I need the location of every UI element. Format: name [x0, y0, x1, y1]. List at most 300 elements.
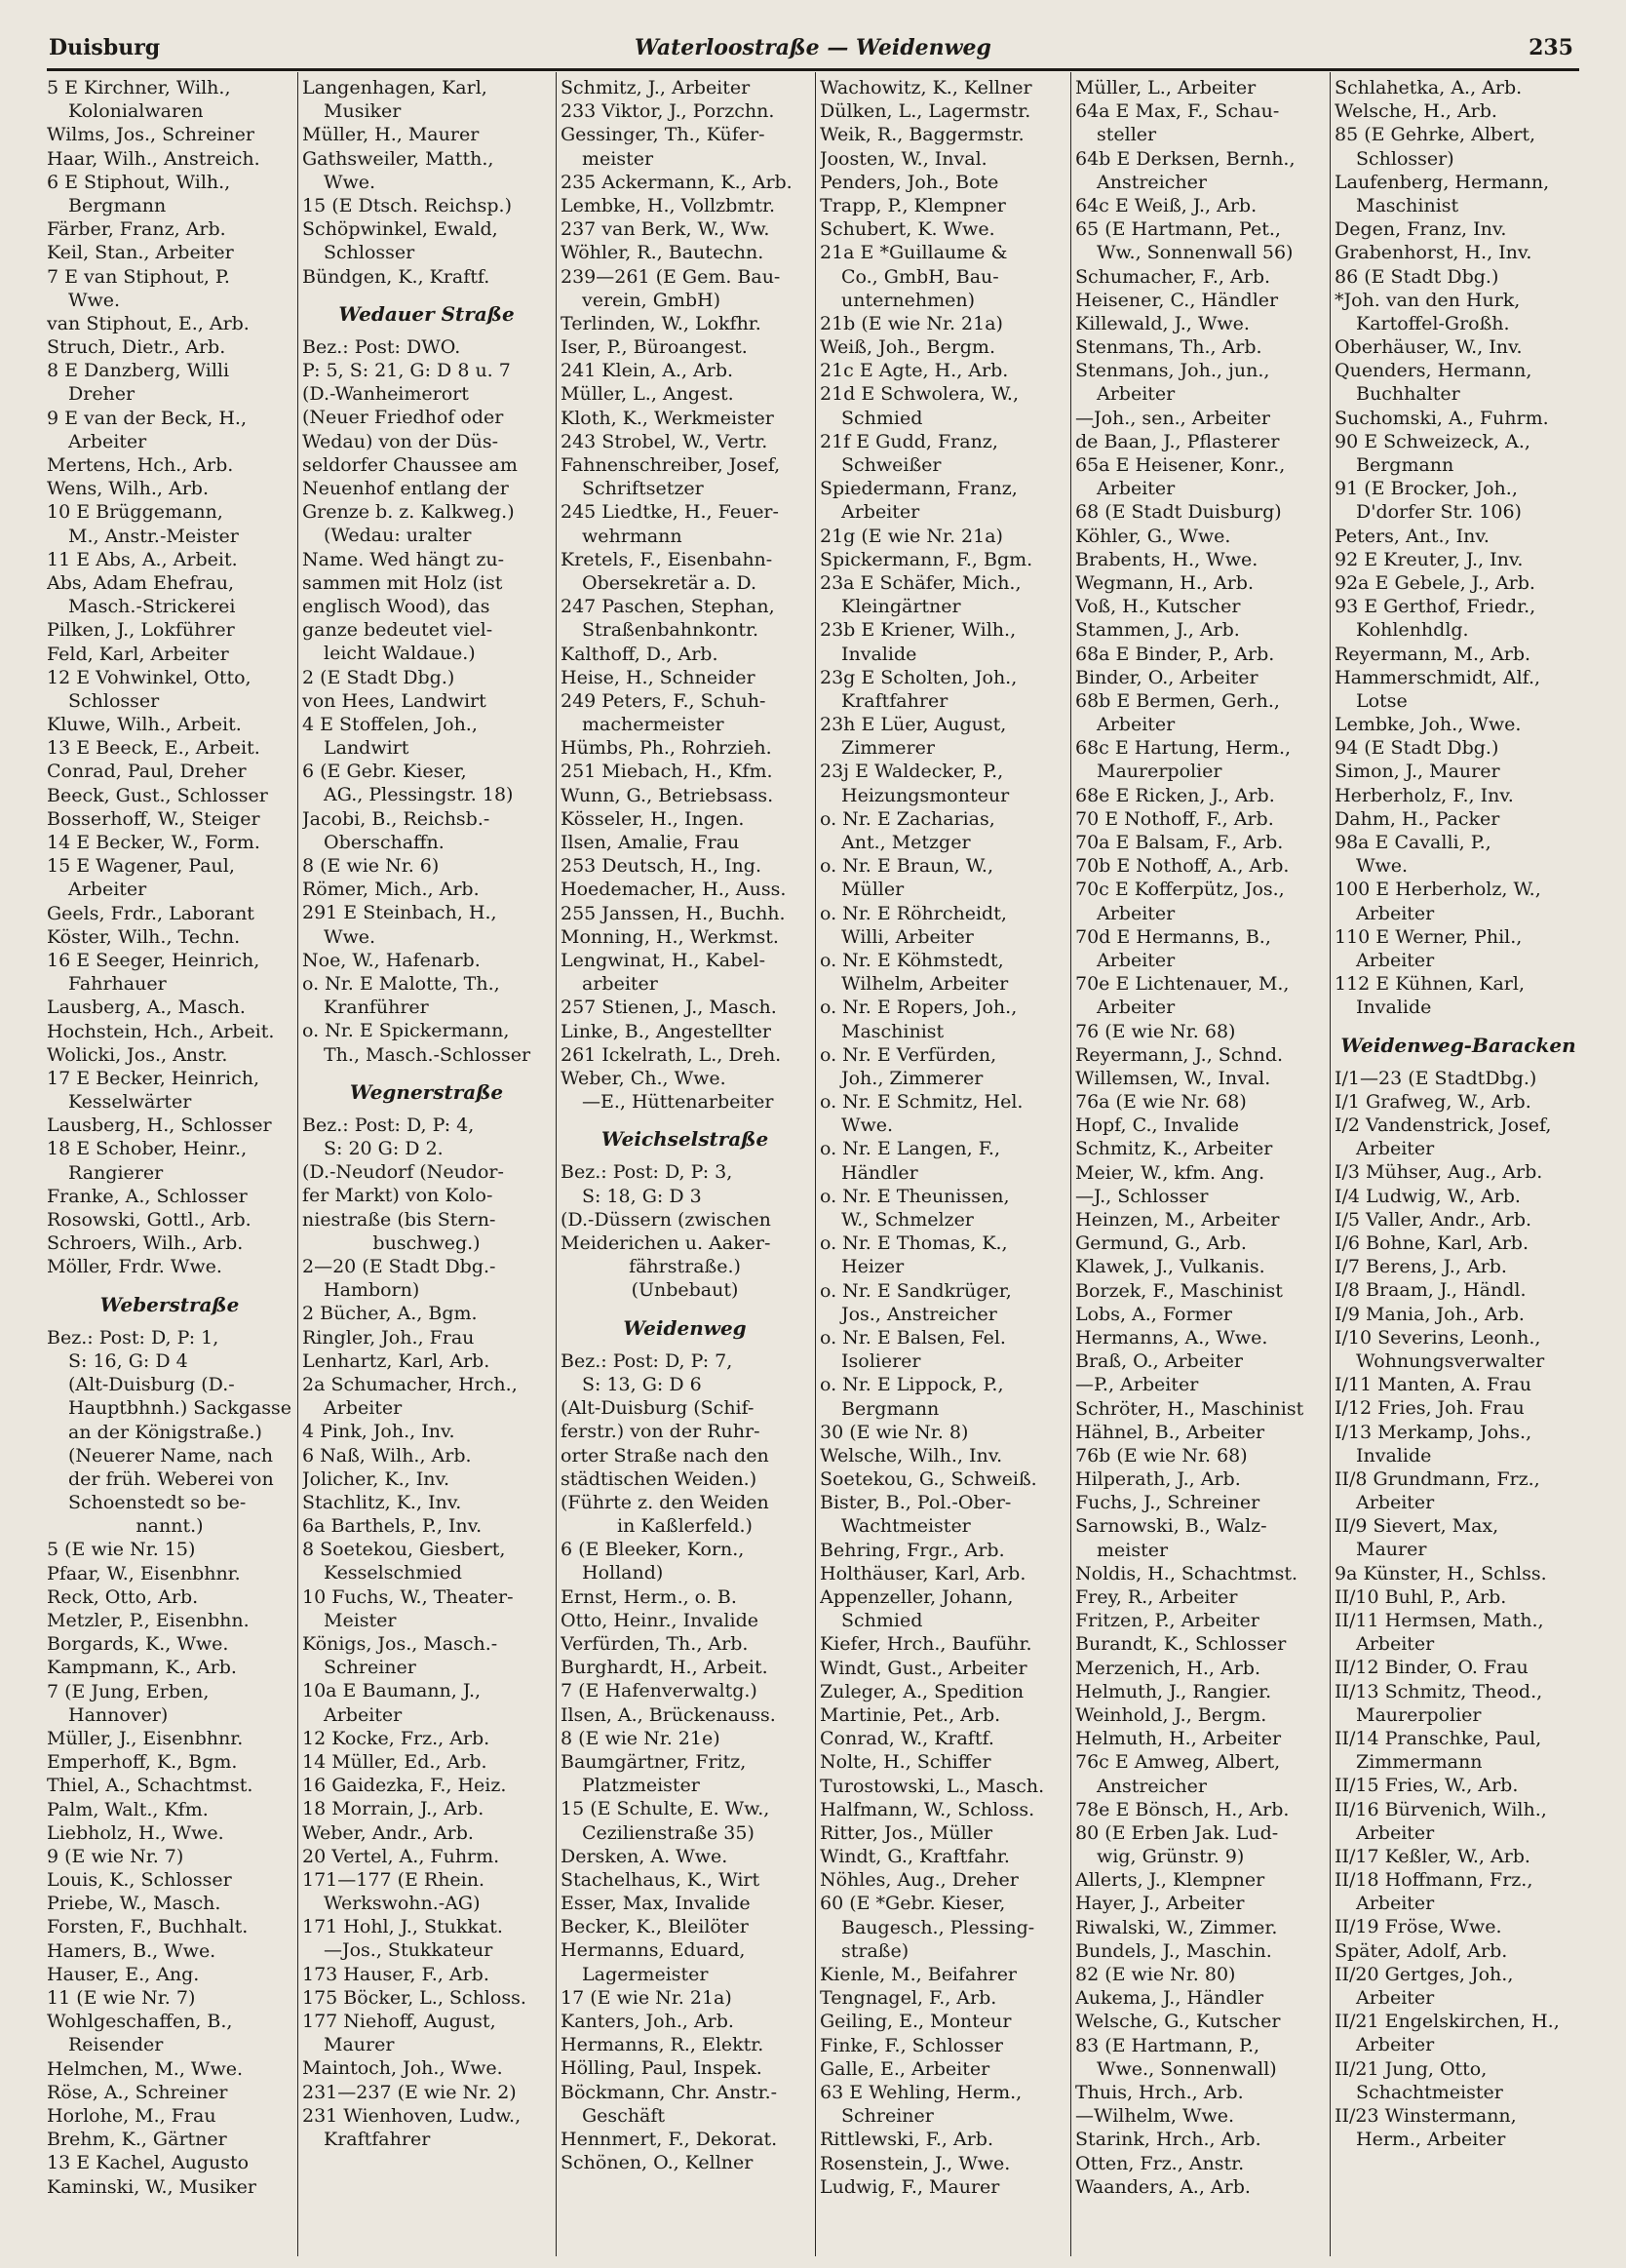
- directory-entry: Stachelhaus, K., Wirt: [561, 1868, 760, 1891]
- directory-entry: 110 E Werner, Phil.,: [1335, 925, 1523, 948]
- directory-entry: 9 E van der Beck, H.,: [47, 407, 247, 429]
- directory-entry: Germund, G., Arb.: [1075, 1232, 1247, 1255]
- directory-entry: 17 E Becker, Heinrich,: [47, 1067, 260, 1089]
- directory-entry: Windt, Gust., Arbeiter: [820, 1657, 1027, 1679]
- directory-entry: Ilsen, A., Brückenauss.: [561, 1703, 776, 1726]
- street-heading: Weichselstraße: [600, 1127, 769, 1152]
- directory-entry: Peters, Ant., Inv.: [1335, 525, 1490, 547]
- directory-entry: Kraftfahrer: [841, 689, 948, 712]
- directory-entry: Franke, A., Schlosser: [47, 1185, 248, 1207]
- directory-entry: Stenmans, Joh., jun.,: [1075, 360, 1270, 382]
- column-3: [561, 76, 809, 2255]
- directory-entry: I/10 Severins, Leonh.,: [1335, 1326, 1541, 1349]
- directory-entry: Horlohe, M., Frau: [47, 2104, 216, 2127]
- directory-entry: —Joh., sen., Arbeiter: [1075, 407, 1271, 429]
- directory-entry: Becker, K., Bleilöter: [561, 1916, 749, 1938]
- directory-entry: 91 (E Brocker, Joh.,: [1335, 478, 1518, 500]
- directory-entry: II/13 Schmitz, Theod.,: [1335, 1680, 1543, 1702]
- directory-entry: Joosten, W., Inval.: [820, 147, 987, 170]
- directory-entry: 23b E Kriener, Wilh.,: [820, 619, 1017, 642]
- directory-entry: Ernst, Herm., o. B.: [561, 1585, 737, 1608]
- directory-entry: Maschinist: [1356, 194, 1459, 216]
- directory-entry: Meier, W., kfm. Ang.: [1075, 1161, 1265, 1184]
- directory-entry: —Jos., Stukkateur: [324, 1939, 493, 1962]
- directory-entry: 70e E Lichtenauer, M.,: [1075, 973, 1290, 996]
- directory-entry: 83 (E Hartmann, P.,: [1075, 2034, 1260, 2056]
- directory-entry: meister: [1097, 1539, 1169, 1561]
- directory-entry: 173 Hauser, F., Arb.: [302, 1963, 489, 1985]
- directory-entry: Bergmann: [68, 194, 167, 216]
- directory-entry: II/20 Gertges, Joh.,: [1335, 1963, 1514, 1985]
- directory-entry: Wachtmeister: [841, 1515, 971, 1538]
- directory-entry: 6 E Stiphout, Wilh.,: [47, 171, 231, 193]
- directory-entry: 8 Soetekou, Giesbert,: [302, 1539, 506, 1561]
- directory-entry: Lausberg, H., Schlosser: [47, 1114, 272, 1137]
- directory-entry: Th., Masch.-Schlosser: [324, 1043, 531, 1066]
- directory-entry: Soetekou, G., Schweiß.: [820, 1468, 1037, 1491]
- directory-entry: 68b E Bermen, Gerh.,: [1075, 689, 1280, 712]
- directory-entry: Heinzen, M., Arbeiter: [1075, 1209, 1280, 1231]
- directory-entry: 21d E Schwolera, W.,: [820, 383, 1019, 406]
- directory-entry: Kesselwärter: [68, 1091, 192, 1114]
- directory-entry: (Führte z. den Weiden: [561, 1491, 769, 1513]
- directory-entry: 65a E Heisener, Konr.,: [1075, 454, 1286, 476]
- directory-entry: 6 (E Bleeker, Korn.,: [561, 1539, 745, 1561]
- directory-entry: 85 (E Gehrke, Albert,: [1335, 124, 1536, 146]
- directory-entry: Hölling, Paul, Inspek.: [561, 2057, 762, 2080]
- directory-entry: Bez.: Post: DWO.: [302, 335, 461, 358]
- directory-entry: Kiefer, Hrch., Bauführ.: [820, 1633, 1032, 1656]
- directory-entry: Römer, Mich., Arb.: [302, 879, 480, 901]
- directory-entry: 2—20 (E Stadt Dbg.-: [302, 1256, 496, 1277]
- directory-entry: 9a Künster, H., Schlss.: [1335, 1562, 1547, 1584]
- directory-entry: Invalide: [1356, 997, 1432, 1019]
- directory-entry: Allerts, J., Klempner: [1075, 1869, 1265, 1892]
- directory-entry: Reck, Otto, Arb.: [47, 1585, 199, 1608]
- header-city: Duisburg: [49, 35, 161, 60]
- directory-entry: Schachtmeister: [1356, 2081, 1503, 2103]
- directory-entry: 93 E Gerthof, Friedr.,: [1335, 596, 1536, 618]
- directory-entry: 6 (E Gebr. Kieser,: [302, 761, 467, 783]
- directory-entry: 291 E Steinbach, H.,: [302, 902, 497, 924]
- directory-entry: —Wilhelm, Wwe.: [1075, 2105, 1235, 2128]
- directory-entry: II/21 Engelskirchen, H.,: [1335, 2011, 1560, 2033]
- directory-entry: Arbeiter: [1097, 902, 1176, 924]
- directory-entry: Bez.: Post: D, P: 1,: [47, 1326, 219, 1349]
- directory-entry: Killewald, J., Wwe.: [1075, 312, 1250, 334]
- directory-entry: (Alt-Duisburg (Schif-: [561, 1397, 755, 1420]
- directory-entry: Reisender: [68, 2034, 164, 2056]
- directory-entry: (Unbebaut): [631, 1279, 739, 1302]
- directory-entry: Arbeiter: [1097, 949, 1176, 971]
- directory-entry: o. Nr. E Lippock, P.,: [820, 1374, 1004, 1396]
- directory-entry: Bez.: Post: D, P: 3,: [561, 1161, 733, 1184]
- directory-entry: niestraße (bis Stern-: [302, 1208, 496, 1231]
- directory-entry: Kolonialwaren: [68, 100, 204, 123]
- directory-entry: AG., Plessingstr. 18): [324, 784, 514, 806]
- directory-entry: 251 Miebach, H., Kfm.: [561, 761, 773, 783]
- directory-entry: Helmuth, H., Arbeiter: [1075, 1728, 1282, 1750]
- directory-entry: II/16 Bürvenich, Wilh.,: [1335, 1798, 1547, 1820]
- directory-entry: Wohnungsverwalter: [1356, 1349, 1545, 1372]
- directory-entry: Beeck, Gust., Schlosser: [47, 784, 268, 806]
- directory-entry: Dülken, L., Lagermstr.: [820, 100, 1031, 123]
- directory-entry: Hennmert, F., Dekorat.: [561, 2128, 778, 2150]
- directory-entry: (D.-Düssern (zwischen: [561, 1208, 771, 1231]
- directory-entry: Louis, K., Schlosser: [47, 1869, 232, 1892]
- directory-entry: Hochstein, Hch., Arbeit.: [47, 1020, 275, 1042]
- directory-entry: Noe, W., Hafenarb.: [302, 949, 481, 971]
- directory-entry: Arbeiter: [1356, 902, 1435, 924]
- directory-entry: wehrmann: [582, 525, 682, 547]
- directory-entry: Helmchen, M., Wwe.: [47, 2057, 243, 2080]
- column-5: [1075, 76, 1325, 2255]
- directory-entry: I/6 Bohne, Karl, Arb.: [1335, 1232, 1529, 1254]
- directory-entry: Kaminski, W., Musiker: [47, 2175, 256, 2198]
- directory-entry: Kalthoff, D., Arb.: [561, 643, 718, 665]
- directory-entry: Dersken, A. Wwe.: [561, 1845, 728, 1867]
- directory-entry: Schumacher, F., Arb.: [1075, 265, 1271, 288]
- directory-entry: Langenhagen, Karl,: [302, 77, 487, 98]
- directory-entry: Kraftfahrer: [324, 2128, 431, 2150]
- directory-entry: Zimmermann: [1356, 1751, 1483, 1774]
- directory-entry: an der Königstraße.): [68, 1421, 262, 1443]
- directory-entry: Müller, L., Angest.: [561, 383, 734, 406]
- directory-entry: 18 Morrain, J., Arb.: [302, 1798, 484, 1820]
- directory-entry: städtischen Weiden.): [561, 1467, 757, 1490]
- directory-entry: Galle, E., Arbeiter: [820, 2057, 990, 2080]
- directory-entry: 20 Vertel, A., Fuhrm.: [302, 1845, 500, 1867]
- directory-entry: Turostowski, L., Masch.: [820, 1775, 1045, 1797]
- directory-entry: Müller, L., Arbeiter: [1075, 77, 1257, 98]
- directory-entry: Weinhold, J., Bergm.: [1075, 1703, 1267, 1726]
- directory-entry: S: 18, G: D 3: [582, 1185, 702, 1207]
- directory-entry: Palm, Walt., Kfm.: [47, 1798, 209, 1820]
- directory-entry: Degen, Franz, Inv.: [1335, 218, 1507, 241]
- directory-entry: 15 (E Schulte, E. Ww.,: [561, 1798, 770, 1820]
- directory-entry: II/14 Pranschke, Paul,: [1335, 1727, 1542, 1749]
- directory-entry: Holthäuser, Karl, Arb.: [820, 1562, 1026, 1584]
- directory-entry: Wolicki, Jos., Anstr.: [47, 1043, 228, 1066]
- directory-entry: Kluwe, Wilh., Arbeit.: [47, 714, 242, 736]
- directory-entry: Borgards, K., Wwe.: [47, 1633, 229, 1656]
- directory-entry: Arbeiter: [1097, 997, 1176, 1019]
- directory-entry: Schoenstedt so be-: [68, 1492, 247, 1514]
- directory-entry: 21b (E wie Nr. 21a): [820, 312, 1003, 334]
- directory-entry: 15 (E Dtsch. Reichsp.): [302, 194, 512, 216]
- directory-entry: 10 Fuchs, W., Theater-: [302, 1585, 514, 1608]
- column-divider: [1330, 72, 1331, 2256]
- directory-entry: 65 (E Hartmann, Pet.,: [1075, 218, 1281, 241]
- directory-entry: o. Nr. E Zacharias,: [820, 807, 995, 830]
- directory-entry: Arbeiter: [324, 1703, 403, 1726]
- directory-entry: o. Nr. E Köhmstedt,: [820, 949, 1004, 971]
- directory-entry: Ww., Sonnenwall 56): [1097, 242, 1294, 264]
- directory-entry: Emperhoff, K., Bgm.: [47, 1751, 238, 1774]
- directory-entry: Hauser, E., Ang.: [47, 1963, 200, 1985]
- directory-entry: Schreiner: [841, 2105, 934, 2128]
- directory-entry: 70 E Nothoff, F., Arb.: [1075, 807, 1274, 830]
- directory-entry: Arbeiter: [1356, 1893, 1435, 1915]
- directory-entry: Arbeiter: [1356, 1633, 1435, 1656]
- directory-entry: Schöpwinkel, Ewald,: [302, 218, 498, 241]
- directory-entry: Lembke, H., Vollzbmtr.: [561, 194, 775, 216]
- directory-entry: Geiling, E., Monteur: [820, 2011, 1012, 2033]
- directory-entry: Pilken, J., Lokführer: [47, 619, 235, 642]
- directory-entry: Helmuth, J., Rangier.: [1075, 1680, 1272, 1702]
- directory-entry: Lenhartz, Karl, Arb.: [302, 1349, 490, 1372]
- directory-entry: Müller, J., Eisenbhnr.: [47, 1727, 244, 1749]
- directory-entry: buschweg.): [372, 1232, 481, 1254]
- directory-entry: Braß, O., Arbeiter: [1075, 1350, 1243, 1373]
- directory-entry: Schroers, Wilh., Arb.: [47, 1232, 244, 1255]
- directory-entry: Später, Adolf, Arb.: [1335, 1939, 1508, 1962]
- directory-entry: I/1—23 (E StadtDbg.): [1335, 1067, 1537, 1089]
- directory-entry: leicht Waldaue.): [324, 643, 476, 665]
- directory-entry: seldorfer Chaussee am: [302, 453, 518, 476]
- directory-entry: Hannover): [68, 1703, 169, 1726]
- directory-entry: Aukema, J., Händler: [1075, 1987, 1264, 2010]
- directory-entry: o. Nr. E Sandkrüger,: [820, 1279, 1012, 1302]
- directory-entry: 9 (E wie Nr. 7): [47, 1845, 184, 1867]
- directory-entry: Hähnel, B., Arbeiter: [1075, 1421, 1265, 1443]
- directory-entry: (D.-Wanheimerort: [302, 383, 469, 406]
- directory-entry: fer Markt) von Kolo-: [302, 1185, 493, 1207]
- directory-entry: Cezilienstraße 35): [582, 1821, 755, 1844]
- directory-entry: Grenze b. z. Kalkweg.): [302, 501, 515, 524]
- directory-entry: 231 Wienhoven, Ludw.,: [302, 2104, 522, 2127]
- directory-entry: in Kaßlerfeld.): [617, 1515, 753, 1538]
- directory-entry: Königs, Jos., Masch.-: [302, 1633, 498, 1655]
- directory-entry: Frey, R., Arbeiter: [1075, 1586, 1238, 1608]
- directory-entry: Quenders, Hermann,: [1335, 360, 1532, 382]
- directory-entry: 10 E Brüggemann,: [47, 501, 223, 524]
- directory-entry: meister: [582, 147, 654, 170]
- directory-entry: II/8 Grundmann, Frz.,: [1335, 1467, 1540, 1490]
- directory-entry: S: 20 G: D 2.: [324, 1138, 444, 1160]
- directory-entry: Bergmann: [841, 1397, 940, 1420]
- column-2: [302, 76, 551, 2255]
- directory-entry: —E., Hüttenarbeiter: [582, 1091, 774, 1114]
- directory-entry: Maurerpolier: [1097, 761, 1222, 783]
- directory-entry: Maschinist: [841, 1020, 945, 1042]
- directory-entry: —P., Arbeiter: [1075, 1374, 1199, 1396]
- directory-entry: Welsche, Wilh., Inv.: [820, 1444, 1003, 1466]
- directory-entry: II/17 Keßler, W., Arb.: [1335, 1845, 1530, 1867]
- directory-entry: Abs, Adam Ehefrau,: [47, 571, 235, 594]
- directory-entry: o. Nr. E Verfürden,: [820, 1043, 997, 1066]
- directory-entry: Platzmeister: [582, 1775, 700, 1797]
- directory-entry: 70d E Hermanns, B.,: [1075, 925, 1271, 948]
- directory-entry: Terlinden, W., Lokfhr.: [561, 312, 761, 334]
- directory-entry: Müller, H., Maurer: [302, 124, 480, 146]
- directory-entry: Joh., Zimmerer: [841, 1067, 984, 1089]
- directory-entry: Geschäft: [582, 2104, 666, 2127]
- directory-entry: I/2 Vandenstrick, Josef,: [1335, 1114, 1552, 1137]
- directory-entry: 177 Niehoff, August,: [302, 2011, 496, 2032]
- directory-entry: o. Nr. E Spickermann,: [302, 1020, 510, 1042]
- directory-entry: Klawek, J., Vulkanis.: [1075, 1256, 1265, 1278]
- directory-entry: Ringler, Joh., Frau: [302, 1326, 475, 1349]
- street-heading: Weidenweg-Baracken: [1340, 1033, 1576, 1057]
- directory-entry: II/18 Hoffmann, Frz.,: [1335, 1869, 1533, 1892]
- directory-entry: Lotse: [1356, 689, 1408, 712]
- directory-entry: 92 E Kreuter, J., Inv.: [1335, 548, 1524, 570]
- directory-entry: Keil, Stan., Arbeiter: [47, 242, 234, 264]
- column-divider: [1070, 72, 1071, 2256]
- directory-entry: Wwe.: [68, 289, 121, 311]
- directory-entry: Weiß, Joh., Bergm.: [820, 336, 995, 359]
- directory-entry: (D.-Neudorf (Neudor-: [302, 1161, 504, 1184]
- directory-entry: Liebholz, H., Wwe.: [47, 1821, 224, 1844]
- directory-entry: Arbeiter: [1356, 2034, 1435, 2056]
- directory-entry: 175 Böcker, L., Schloss.: [302, 1986, 526, 2009]
- directory-entry: 68c E Hartung, Herm.,: [1075, 737, 1292, 760]
- directory-entry: Schlosser): [1356, 147, 1454, 170]
- directory-entry: Werkswohn.-AG): [324, 1893, 481, 1915]
- directory-entry: Invalide: [841, 643, 917, 665]
- directory-entry: Bister, B., Pol.-Ober-: [820, 1492, 1012, 1514]
- directory-entry: Neuenhof entlang der: [302, 478, 509, 499]
- directory-entry: Heisener, C., Händler: [1075, 289, 1279, 311]
- directory-entry: 11 (E wie Nr. 7): [47, 1987, 196, 2009]
- directory-entry: Wohlgeschaffen, B.,: [47, 2011, 233, 2033]
- directory-entry: Oberhäuser, W., Inv.: [1335, 336, 1523, 359]
- directory-entry: 64b E Derksen, Bernh.,: [1075, 147, 1296, 170]
- directory-entry: (Neuerer Name, nach: [68, 1444, 273, 1466]
- directory-entry: Arbeiter: [1356, 1492, 1435, 1514]
- directory-entry: Heise, H., Schneider: [561, 666, 755, 688]
- directory-entry: Fritzen, P., Arbeiter: [1075, 1610, 1259, 1632]
- directory-entry: o. Nr. E Röhrcheidt,: [820, 902, 1007, 924]
- directory-entry: Arbeiter: [324, 1397, 403, 1420]
- directory-entry: Binder, O., Arbeiter: [1075, 666, 1258, 688]
- directory-entry: Schreiner: [324, 1657, 416, 1679]
- directory-entry: Holland): [582, 1562, 664, 1584]
- directory-entry: Burghardt, H., Arbeit.: [561, 1657, 768, 1679]
- directory-entry: 261 Ickelrath, L., Dreh.: [561, 1043, 782, 1066]
- directory-entry: 8 E Danzberg, Willi: [47, 360, 230, 382]
- directory-entry: 14 E Becker, W., Form.: [47, 832, 260, 853]
- directory-entry: Name. Wed hängt zu-: [302, 548, 505, 570]
- directory-entry: 21c E Agte, H., Arb.: [820, 360, 1009, 382]
- column-divider: [815, 72, 816, 2256]
- directory-entry: Kohlenhdlg.: [1356, 619, 1469, 642]
- directory-entry: 23j E Waldecker, P.,: [820, 761, 1004, 783]
- directory-entry: 100 E Herberholz, W.,: [1335, 879, 1541, 901]
- directory-entry: 235 Ackermann, K., Arb.: [561, 171, 793, 193]
- directory-entry: II/23 Winstermann,: [1335, 2104, 1517, 2127]
- directory-entry: 90 E Schweizeck, A.,: [1335, 430, 1530, 452]
- directory-entry: Martinie, Pet., Arb.: [820, 1703, 1001, 1726]
- directory-entry: Mertens, Hch., Arb.: [47, 454, 234, 476]
- directory-entry: II/15 Fries, W., Arb.: [1335, 1775, 1519, 1797]
- directory-entry: Thuis, Hrch., Arb.: [1075, 2081, 1244, 2103]
- directory-entry: Borzek, F., Maschinist: [1075, 1279, 1283, 1302]
- directory-entry: 249 Peters, F., Schuh-: [561, 689, 766, 712]
- directory-entry: o. Nr. E Balsen, Fel.: [820, 1326, 1006, 1349]
- directory-entry: Jacobi, B., Reichsb.-: [302, 807, 490, 830]
- street-heading: Weberstraße: [99, 1292, 240, 1316]
- directory-entry: Spickermann, F., Bgm.: [820, 548, 1033, 570]
- directory-entry: Kleingärtner: [841, 596, 961, 618]
- directory-entry: 15 E Wagener, Paul,: [47, 855, 235, 878]
- directory-entry: Jos., Anstreicher: [841, 1303, 997, 1325]
- directory-entry: 80 (E Erben Jak. Lud-: [1075, 1821, 1279, 1844]
- directory-entry: Wedau) von der Düs-: [302, 430, 499, 452]
- directory-entry: 239—261 (E Gem. Bau-: [561, 265, 781, 288]
- directory-entry: o. Nr. E Theunissen,: [820, 1185, 1010, 1207]
- directory-entry: W., Schmelzer: [841, 1209, 974, 1231]
- directory-entry: S: 13, G: D 6: [582, 1373, 702, 1395]
- directory-entry: Wachowitz, K., Kellner: [820, 77, 1032, 98]
- directory-entry: Obersekretär a. D.: [582, 571, 756, 594]
- directory-entry: 17 (E wie Nr. 21a): [561, 1986, 732, 2009]
- directory-entry: Hilperath, J., Arb.: [1075, 1468, 1241, 1491]
- directory-entry: 171—177 (E Rhein.: [302, 1868, 485, 1891]
- directory-entry: Schmied: [841, 1610, 923, 1632]
- directory-entry: Finke, F., Schlosser: [820, 2034, 1003, 2056]
- directory-entry: Arbeiter: [68, 879, 147, 901]
- directory-entry: 70c E Kofferpütz, Jos.,: [1075, 879, 1285, 901]
- directory-entry: I/8 Braam, J., Händl.: [1335, 1279, 1527, 1302]
- directory-entry: Ilsen, Amalie, Frau: [561, 832, 740, 853]
- directory-entry: Starink, Hrch., Arb.: [1075, 2129, 1261, 2151]
- directory-entry: Esser, Max, Invalide: [561, 1893, 751, 1915]
- directory-entry: 63 E Wehling, Herm.,: [820, 2081, 1023, 2103]
- directory-entry: 23a E Schäfer, Mich.,: [820, 571, 1022, 594]
- directory-entry: II/21 Jung, Otto,: [1335, 2057, 1488, 2080]
- directory-entry: Laufenberg, Hermann,: [1335, 171, 1550, 193]
- directory-entry: 11 E Abs, A., Arbeit.: [47, 548, 238, 570]
- directory-entry: wig, Grünstr. 9): [1097, 1846, 1245, 1868]
- directory-entry: de Baan, J., Pflasterer: [1075, 430, 1280, 452]
- directory-entry: 70a E Balsam, F., Arb.: [1075, 832, 1284, 853]
- directory-entry: 231—237 (E wie Nr. 2): [302, 2081, 517, 2103]
- directory-entry: englisch Wood), das: [302, 595, 490, 617]
- directory-entry: (Neuer Friedhof oder: [302, 407, 504, 429]
- directory-entry: Reyermann, M., Arb.: [1335, 643, 1531, 665]
- directory-entry: Windt, G., Kraftfahr.: [820, 1846, 1010, 1868]
- directory-entry: Kranführer: [324, 997, 429, 1019]
- directory-entry: Schmitz, J., Arbeiter: [561, 77, 751, 98]
- column-4: [820, 76, 1065, 2255]
- directory-entry: Stammen, J., Arb.: [1075, 619, 1240, 642]
- street-heading: Wedauer Straße: [338, 301, 515, 326]
- directory-entry: Linke, B., Angestellter: [561, 1020, 771, 1042]
- directory-entry: 5 E Kirchner, Wilh.,: [47, 77, 231, 98]
- directory-entry: Schlahetka, A., Arb.: [1335, 77, 1523, 98]
- directory-entry: Stenmans, Th., Arb.: [1075, 336, 1262, 359]
- directory-entry: Schönen, O., Kellner: [561, 2152, 754, 2174]
- directory-entry: 13 E Beeck, E., Arbeit.: [47, 737, 260, 760]
- directory-entry: Herberholz, F., Inv.: [1335, 784, 1514, 806]
- directory-entry: Invalide: [1356, 1444, 1432, 1466]
- directory-entry: Otten, Frz., Anstr.: [1075, 2152, 1245, 2174]
- directory-entry: Schröter, H., Maschinist: [1075, 1397, 1304, 1420]
- directory-entry: 4 Pink, Joh., Inv.: [302, 1421, 455, 1443]
- directory-entry: I/5 Valler, Andr., Arb.: [1335, 1208, 1532, 1231]
- directory-entry: Maintoch, Joh., Wwe.: [302, 2057, 503, 2080]
- directory-entry: Baumgärtner, Fritz,: [561, 1750, 747, 1773]
- directory-entry: I/3 Mühser, Aug., Arb.: [1335, 1161, 1543, 1184]
- directory-entry: Bergmann: [1356, 454, 1454, 476]
- directory-entry: Anstreicher: [1097, 171, 1207, 193]
- directory-entry: II/11 Hermsen, Math.,: [1335, 1610, 1544, 1631]
- directory-entry: Hauptbhnh.) Sackgasse: [68, 1397, 292, 1420]
- directory-entry: D'dorfer Str. 106): [1356, 501, 1522, 524]
- directory-entry: I/7 Berens, J., Arb.: [1335, 1256, 1507, 1278]
